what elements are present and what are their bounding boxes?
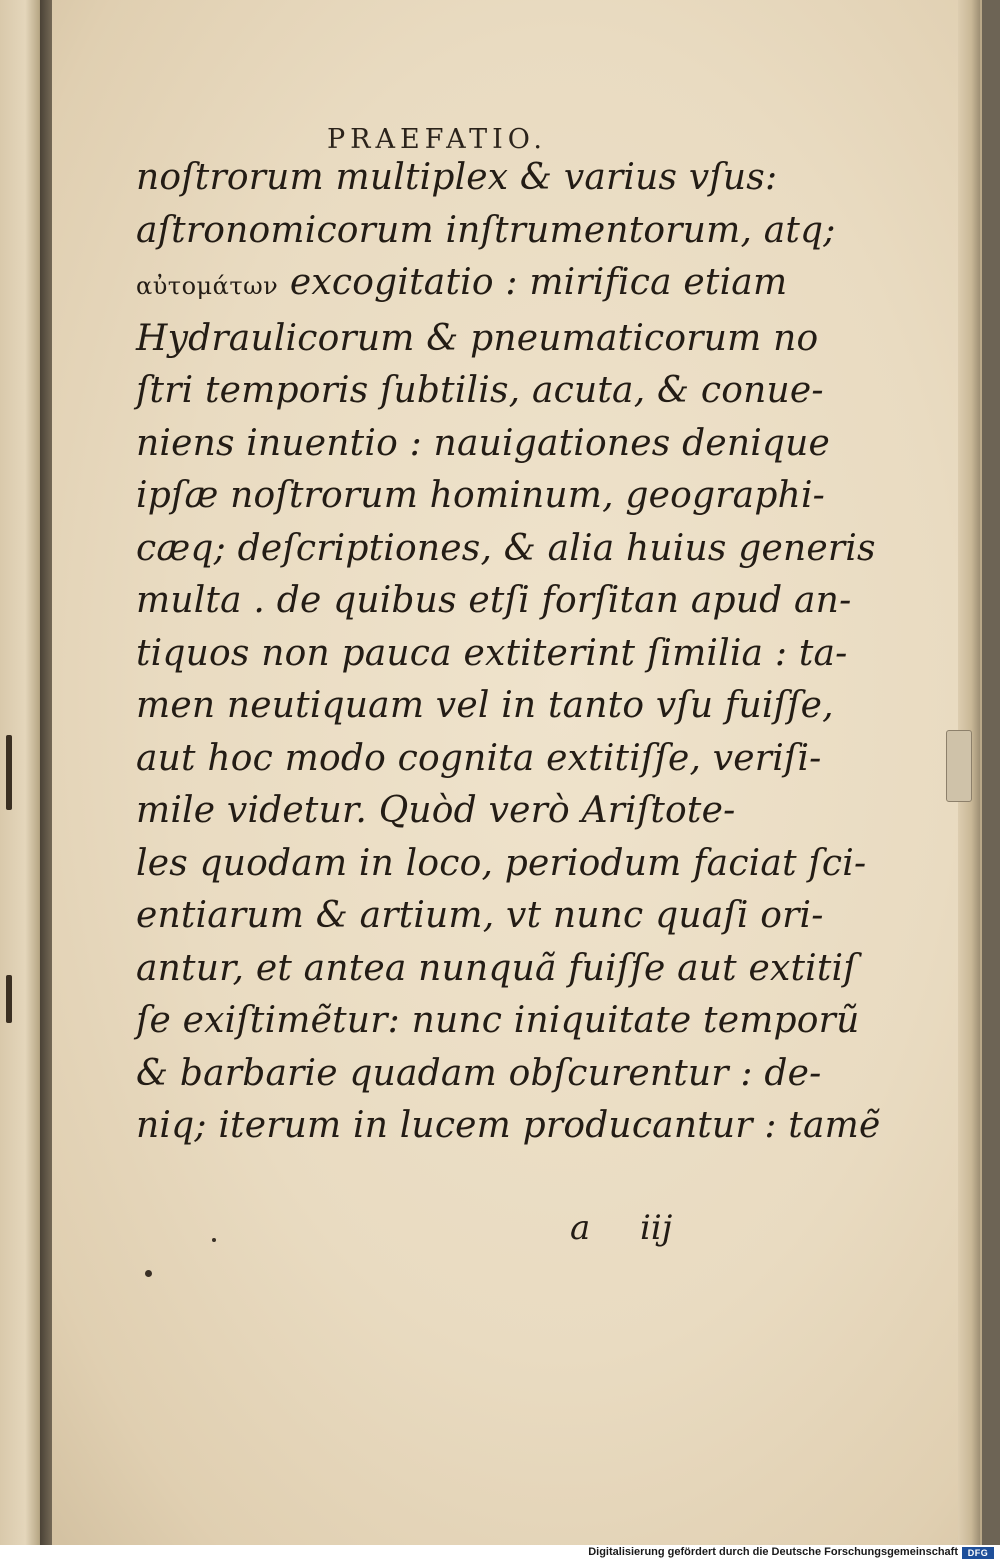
page-tab bbox=[946, 730, 972, 802]
text-line: aſtronomicorum inſtrumentorum, atq; bbox=[136, 209, 836, 251]
text-line: noſtrorum multiplex & varius vſus: bbox=[136, 157, 778, 198]
text-line: ſtri temporis ſubtilis, acuta, & conue- bbox=[136, 370, 824, 411]
text-line: niq; iterum in lucem producantur : tamẽ bbox=[136, 1105, 881, 1146]
text-line: mile videtur. Quòd verò Ariſtote- bbox=[136, 790, 736, 831]
text-line-rest: excogitatio : mirifica etiam bbox=[289, 262, 788, 303]
text-line: cæq; deſcriptiones, & alia huius generis bbox=[136, 527, 876, 569]
body-text bbox=[136, 152, 881, 1153]
text-line: niens inuentio : nauigationes denique bbox=[136, 422, 831, 464]
text-line bbox=[136, 257, 826, 313]
signature-letter: a bbox=[570, 1208, 591, 1248]
dfg-logo-icon: DFG bbox=[962, 1547, 994, 1559]
text-line: ſe exiſtimẽtur: nunc iniquitate temporũ bbox=[136, 1000, 860, 1041]
text-line: Hydraulicorum & pneumaticorum no bbox=[136, 317, 819, 359]
text-line: les quodam in loco, periodum faciat ſci- bbox=[136, 842, 867, 884]
greek-word: αὐτομάτων bbox=[136, 272, 279, 300]
text-line: & barbarie quadam obſcurentur : de- bbox=[136, 1052, 822, 1094]
funding-credit: Digitalisierung gefördert durch die Deutsche Forschungsgemeinschaft bbox=[588, 1546, 958, 1558]
text-line: multa . de quibus etſi forſitan apud an- bbox=[136, 580, 852, 621]
digitization-footer bbox=[0, 1545, 1000, 1561]
running-head: PRAEFATIO. bbox=[327, 124, 547, 155]
facing-page-mark bbox=[6, 735, 12, 810]
facing-page-mark bbox=[6, 975, 12, 1023]
signature-mark bbox=[52, 1198, 980, 1258]
text-line: entiarum & artium, vt nunc quaſi ori- bbox=[136, 895, 824, 936]
text-line: ipſæ noſtrorum hominum, geographi- bbox=[136, 475, 826, 516]
book-page bbox=[52, 0, 982, 1545]
text-line: antur, et antea nunquã fuiſſe aut extitiſ bbox=[136, 947, 857, 989]
text-line: men neutiquam vel in tanto vſu fuiſſe, bbox=[136, 685, 834, 726]
text-line: aut hoc modo cognita extitiſſe, veriſi- bbox=[136, 737, 822, 779]
signature-number: iij bbox=[640, 1208, 673, 1248]
text-line: tiquos non pauca extiterint ſimilia : ta- bbox=[136, 632, 848, 674]
ink-speck bbox=[212, 1238, 216, 1242]
ink-speck bbox=[145, 1270, 152, 1277]
